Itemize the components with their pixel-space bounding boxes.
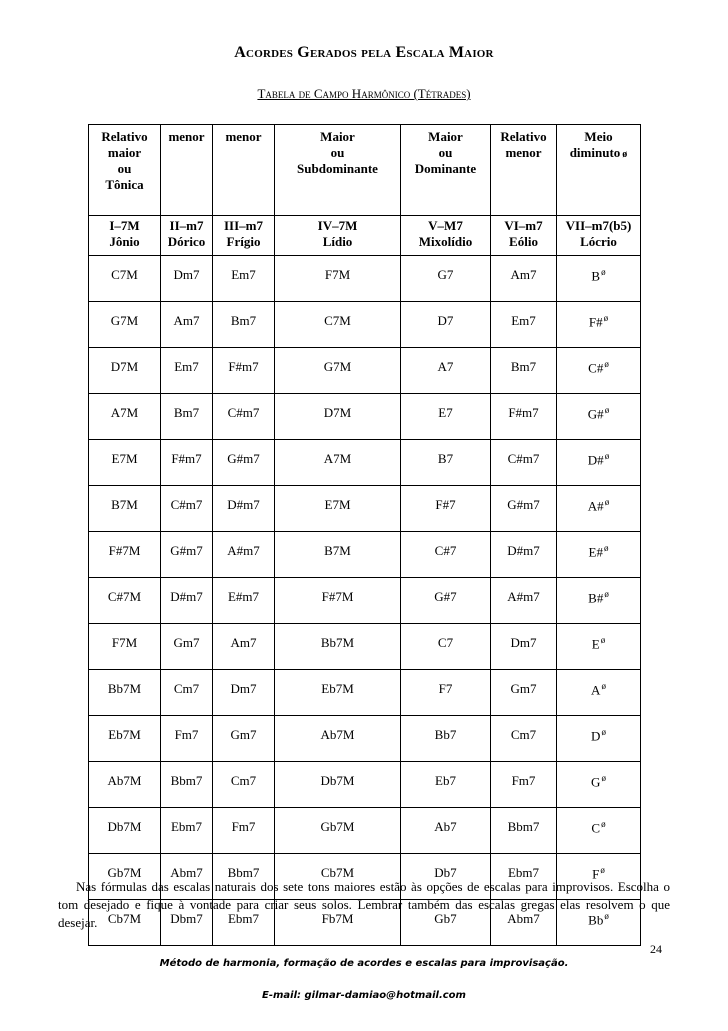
chord-cell (491, 716, 557, 762)
mode-label: Eólio (509, 234, 538, 249)
chord-cell (401, 624, 491, 670)
chord-name: C (591, 820, 601, 836)
chord-name: Db7M (107, 818, 142, 834)
chord-cell (557, 808, 641, 854)
chord-cell (491, 762, 557, 808)
degree-cell (401, 216, 491, 256)
chord-name: Cm7 (230, 772, 257, 788)
chord-cell (213, 348, 275, 394)
half-diminished-symbol: ø (603, 313, 609, 324)
chord-cell (275, 808, 401, 854)
chord-cell (213, 256, 275, 302)
chord-cell (275, 440, 401, 486)
chord-cell (275, 532, 401, 578)
chord-cell (161, 578, 213, 624)
chord-cell (161, 486, 213, 532)
chord-cell (213, 578, 275, 624)
chord-name: B (591, 268, 601, 284)
degree-label: VI–m7 (504, 218, 543, 233)
chord-cell (401, 256, 491, 302)
half-diminished-symbol: ø (604, 359, 609, 370)
chord-name: F#m7 (508, 404, 539, 420)
chord-name: G#m7 (227, 450, 260, 466)
header-text: menor (225, 129, 262, 144)
header-text: Relativo (101, 129, 148, 144)
chord-name: Gb7M (320, 818, 355, 834)
chord-cell (89, 762, 161, 808)
chord-name: A7M (323, 450, 352, 466)
chord-name: C#m7 (170, 496, 203, 512)
chord-name: E (591, 636, 600, 652)
chord-name: G#m7 (507, 496, 540, 512)
chord-name: D#m7 (170, 588, 203, 604)
header-text: Tônica (105, 177, 144, 192)
chord-name: Am7 (510, 266, 537, 282)
mode-label: Frígio (226, 234, 261, 249)
table-row (89, 256, 641, 302)
chord-name: Gm7 (510, 680, 537, 696)
chord-cell (491, 486, 557, 532)
chord-cell (557, 762, 641, 808)
chord-cell (557, 532, 641, 578)
table-row (89, 716, 641, 762)
chord-name: C# (588, 360, 604, 376)
chord-name: Ebm7 (507, 864, 540, 880)
chord-name: C#7M (107, 588, 142, 604)
chord-name: Gm7 (173, 634, 200, 650)
footer-description: Método de harmonia, formação de acordes e escalas para improvisação. (159, 958, 569, 969)
chord-cell (161, 256, 213, 302)
chord-cell (557, 394, 641, 440)
chord-cell (275, 578, 401, 624)
page-title: Acordes Gerados pela Escala Maior (234, 44, 494, 61)
table-row (89, 762, 641, 808)
half-diminished-symbol: ø (600, 635, 606, 646)
chord-name: F7M (111, 634, 138, 650)
chord-name: E7M (111, 450, 138, 466)
half-diminished-symbol: ø (604, 497, 610, 508)
table-row (89, 532, 641, 578)
half-diminished-symbol: ø (622, 149, 628, 160)
chord-cell (213, 440, 275, 486)
chord-cell (275, 670, 401, 716)
chord-name: A (591, 682, 601, 698)
chord-cell (161, 808, 213, 854)
chord-cell (491, 624, 557, 670)
chord-name: G (591, 774, 601, 790)
chord-cell (213, 670, 275, 716)
chord-cell (491, 302, 557, 348)
chord-cell (213, 624, 275, 670)
chord-name: E#m7 (227, 588, 260, 604)
chord-name: Am7 (173, 312, 200, 328)
chord-name: Cb7M (320, 864, 355, 880)
half-diminished-symbol: ø (600, 865, 605, 876)
chord-name: D#m7 (507, 542, 540, 558)
chord-name: C7M (111, 266, 138, 282)
mode-label: Jônio (109, 234, 140, 249)
chord-cell (557, 670, 641, 716)
chord-name: G#m7 (170, 542, 203, 558)
chord-name: Fm7 (511, 772, 536, 788)
chord-cell (213, 716, 275, 762)
chord-cell (491, 440, 557, 486)
chord-name: Eb7M (321, 680, 354, 696)
half-diminished-symbol: ø (601, 681, 606, 692)
half-diminished-symbol: ø (601, 819, 606, 830)
chord-cell (491, 348, 557, 394)
harmonic-field-table (88, 124, 641, 946)
table-header-row (89, 125, 641, 216)
chord-name: Ab7 (434, 818, 457, 834)
chord-cell (275, 394, 401, 440)
table-row (89, 670, 641, 716)
half-diminished-symbol: ø (601, 773, 606, 784)
half-diminished-symbol: ø (601, 267, 606, 278)
degree-label: I–7M (109, 218, 140, 233)
chord-name: G7 (437, 266, 454, 282)
chord-cell (557, 440, 641, 486)
chord-name: C#m7 (227, 404, 260, 420)
chord-cell (213, 762, 275, 808)
chord-cell (401, 808, 491, 854)
chord-name: F (592, 866, 600, 882)
half-diminished-symbol: ø (604, 405, 610, 416)
mode-label: Mixolídio (418, 234, 473, 249)
chord-name: Em7 (174, 358, 199, 374)
chord-name: E7M (324, 496, 351, 512)
header-text: diminuto (569, 145, 621, 160)
header-cell (161, 125, 213, 216)
chord-name: Em7 (511, 312, 536, 328)
chord-name: D#m7 (227, 496, 260, 512)
header-text: Maior (320, 129, 355, 144)
half-diminished-symbol: ø (603, 543, 609, 554)
chord-name: Bb7M (320, 634, 355, 650)
body-paragraph (58, 878, 670, 932)
table-row (89, 348, 641, 394)
chord-name: D (591, 728, 601, 744)
chord-name: Bbm7 (227, 864, 260, 880)
chord-cell (401, 394, 491, 440)
chord-name: G# (587, 406, 604, 422)
chord-name: Abm7 (507, 910, 540, 926)
chord-name: C7M (324, 312, 351, 328)
header-text: Relativo (500, 129, 547, 144)
chord-name: A#m7 (227, 542, 260, 558)
chord-name: B# (588, 590, 604, 606)
chord-name: G#7 (434, 588, 457, 604)
chord-name: Cm7 (173, 680, 200, 696)
header-cell (557, 125, 641, 216)
chord-name: Abm7 (170, 864, 203, 880)
chord-name: Fm7 (174, 726, 199, 742)
chord-name: F#m7 (228, 358, 259, 374)
header-text: Maior (428, 129, 463, 144)
chord-name: A# (587, 498, 604, 514)
chord-cell (161, 670, 213, 716)
chord-cell (89, 716, 161, 762)
chord-cell (161, 348, 213, 394)
chord-name: Dm7 (510, 634, 537, 650)
chord-cell (161, 394, 213, 440)
degree-cell (89, 216, 161, 256)
chord-cell (401, 762, 491, 808)
chord-cell (557, 348, 641, 394)
chord-cell (491, 578, 557, 624)
chord-name: Ebm7 (170, 818, 203, 834)
chord-cell (161, 624, 213, 670)
header-text: ou (330, 145, 345, 160)
chord-cell (275, 716, 401, 762)
chord-cell (491, 808, 557, 854)
chord-cell (161, 532, 213, 578)
degree-label: II–m7 (169, 218, 204, 233)
chord-name: Ebm7 (227, 910, 260, 926)
chord-name: B7M (111, 496, 138, 512)
chord-name: Eb7M (108, 726, 141, 742)
chord-name: Fm7 (231, 818, 256, 834)
chord-cell (161, 716, 213, 762)
chord-cell (213, 532, 275, 578)
header-text: menor (168, 129, 205, 144)
chord-name: G7M (323, 358, 352, 374)
table-subtitle: Tabela de Campo Harmônico (Tétrades) (257, 86, 471, 101)
chord-name: C#m7 (507, 450, 540, 466)
chord-name: Bbm7 (170, 772, 203, 788)
page-number: 24 (650, 942, 662, 956)
chord-cell (89, 440, 161, 486)
mode-label: Lócrio (580, 234, 617, 249)
chord-cell (161, 762, 213, 808)
chord-cell (491, 532, 557, 578)
chord-name: F#7 (435, 496, 456, 512)
chord-name: Ab7M (320, 726, 355, 742)
chord-cell (89, 624, 161, 670)
chord-cell (89, 348, 161, 394)
chord-name: D7M (323, 404, 352, 420)
degree-cell (275, 216, 401, 256)
chord-cell (491, 394, 557, 440)
chord-cell (557, 578, 641, 624)
chord-name: Bm7 (510, 358, 537, 374)
degree-label: V–M7 (428, 218, 463, 233)
chord-cell (161, 440, 213, 486)
header-text: Meio (584, 129, 613, 144)
header-cell (491, 125, 557, 216)
chord-cell (89, 808, 161, 854)
table-row (89, 624, 641, 670)
chord-cell (89, 394, 161, 440)
chord-name: Bb7M (107, 680, 142, 696)
chord-cell (401, 716, 491, 762)
chord-name: Bb7 (434, 726, 457, 742)
chord-cell (401, 302, 491, 348)
chord-cell (89, 578, 161, 624)
chord-cell (161, 302, 213, 348)
chord-name: B7M (324, 542, 351, 558)
chord-name: Dm7 (230, 680, 257, 696)
chord-name: Db7M (320, 772, 355, 788)
paragraph-text: Nas fórmulas das escalas naturais dos sete tons maiores estão às opções de escalas para improvisos. Escolha o tom desejado e fique à vontade para criar seus solos. Lembrar também das escalas gregas elas resolvem o que desejar. (58, 879, 670, 930)
chord-name: B7 (437, 450, 454, 466)
chord-name: E# (588, 544, 603, 560)
mode-label: Lídio (322, 234, 353, 249)
chord-cell (557, 302, 641, 348)
degree-cell (557, 216, 641, 256)
chord-name: Dm7 (173, 266, 200, 282)
chord-name: F#7M (108, 542, 141, 558)
footer-email: E-mail: gilmar-damiao@hotmail.com (262, 990, 466, 1001)
table-row (89, 578, 641, 624)
degree-cell (161, 216, 213, 256)
chord-name: Bm7 (173, 404, 200, 420)
degree-label: IV–7M (317, 218, 358, 233)
chord-cell (275, 348, 401, 394)
header-cell (401, 125, 491, 216)
table-row (89, 394, 641, 440)
degree-cell (213, 216, 275, 256)
chord-cell (401, 670, 491, 716)
chord-cell (275, 486, 401, 532)
chord-cell (89, 670, 161, 716)
half-diminished-symbol: ø (604, 911, 609, 922)
chord-cell (275, 762, 401, 808)
chord-cell (213, 394, 275, 440)
chord-cell (89, 486, 161, 532)
chord-name: C7 (437, 634, 454, 650)
header-text: maior (107, 145, 142, 160)
chord-cell (491, 256, 557, 302)
degree-row (89, 216, 641, 256)
chord-name: F7 (438, 680, 453, 696)
header-text: Dominante (414, 161, 477, 176)
chord-cell (213, 302, 275, 348)
header-cell (89, 125, 161, 216)
chord-name: G7M (110, 312, 139, 328)
chord-cell (401, 486, 491, 532)
header-cell (275, 125, 401, 216)
chord-cell (401, 440, 491, 486)
chord-cell (401, 578, 491, 624)
chord-name: Am7 (230, 634, 257, 650)
header-text: ou (117, 161, 132, 176)
chord-name: D7M (110, 358, 139, 374)
chord-name: F# (588, 314, 603, 330)
chord-cell (557, 486, 641, 532)
degree-label: VII–m7(b5) (565, 218, 632, 233)
table-row (89, 808, 641, 854)
half-diminished-symbol: ø (601, 727, 606, 738)
chord-cell (275, 624, 401, 670)
chord-name: D7 (437, 312, 454, 328)
chord-name: Gb7M (107, 864, 142, 880)
chord-cell (89, 256, 161, 302)
chord-name: Db7 (434, 864, 457, 880)
chord-name: F7M (324, 266, 351, 282)
chord-cell (401, 532, 491, 578)
half-diminished-symbol: ø (604, 589, 609, 600)
chord-name: F#7M (321, 588, 354, 604)
table-row (89, 302, 641, 348)
chord-cell (401, 348, 491, 394)
header-text: Subdominante (297, 161, 378, 176)
header-cell (213, 125, 275, 216)
table-row (89, 486, 641, 532)
header-text: menor (505, 145, 542, 160)
chord-name: Gm7 (230, 726, 257, 742)
chord-cell (213, 486, 275, 532)
table-row (89, 440, 641, 486)
chord-name: Dbm7 (170, 910, 203, 926)
chord-name: Cb7M (107, 910, 142, 926)
degree-cell (491, 216, 557, 256)
chord-name: Em7 (231, 266, 256, 282)
chord-name: E7 (438, 404, 453, 420)
chord-name: Bb (588, 912, 604, 928)
chord-cell (557, 624, 641, 670)
chord-cell (275, 302, 401, 348)
chord-name: Fb7M (321, 910, 354, 926)
chord-cell (89, 532, 161, 578)
chord-name: D# (587, 452, 604, 468)
chord-cell (491, 670, 557, 716)
chord-cell (89, 302, 161, 348)
chord-cell (275, 256, 401, 302)
header-text: ou (438, 145, 453, 160)
chord-name: Cm7 (510, 726, 537, 742)
chord-name: A7M (110, 404, 139, 420)
chord-name: Bm7 (230, 312, 257, 328)
chord-name: Eb7 (435, 772, 456, 788)
mode-label: Dórico (167, 234, 206, 249)
half-diminished-symbol: ø (604, 451, 610, 462)
chord-cell (557, 716, 641, 762)
degree-label: III–m7 (223, 218, 263, 233)
chord-name: Gb7 (434, 910, 457, 926)
chord-cell (213, 808, 275, 854)
chord-name: A#m7 (507, 588, 540, 604)
chord-name: F#m7 (171, 450, 202, 466)
chord-name: C#7 (434, 542, 457, 558)
chord-cell (557, 256, 641, 302)
chord-name: Ab7M (107, 772, 142, 788)
chord-name: A7 (437, 358, 454, 374)
chord-name: Bbm7 (507, 818, 540, 834)
